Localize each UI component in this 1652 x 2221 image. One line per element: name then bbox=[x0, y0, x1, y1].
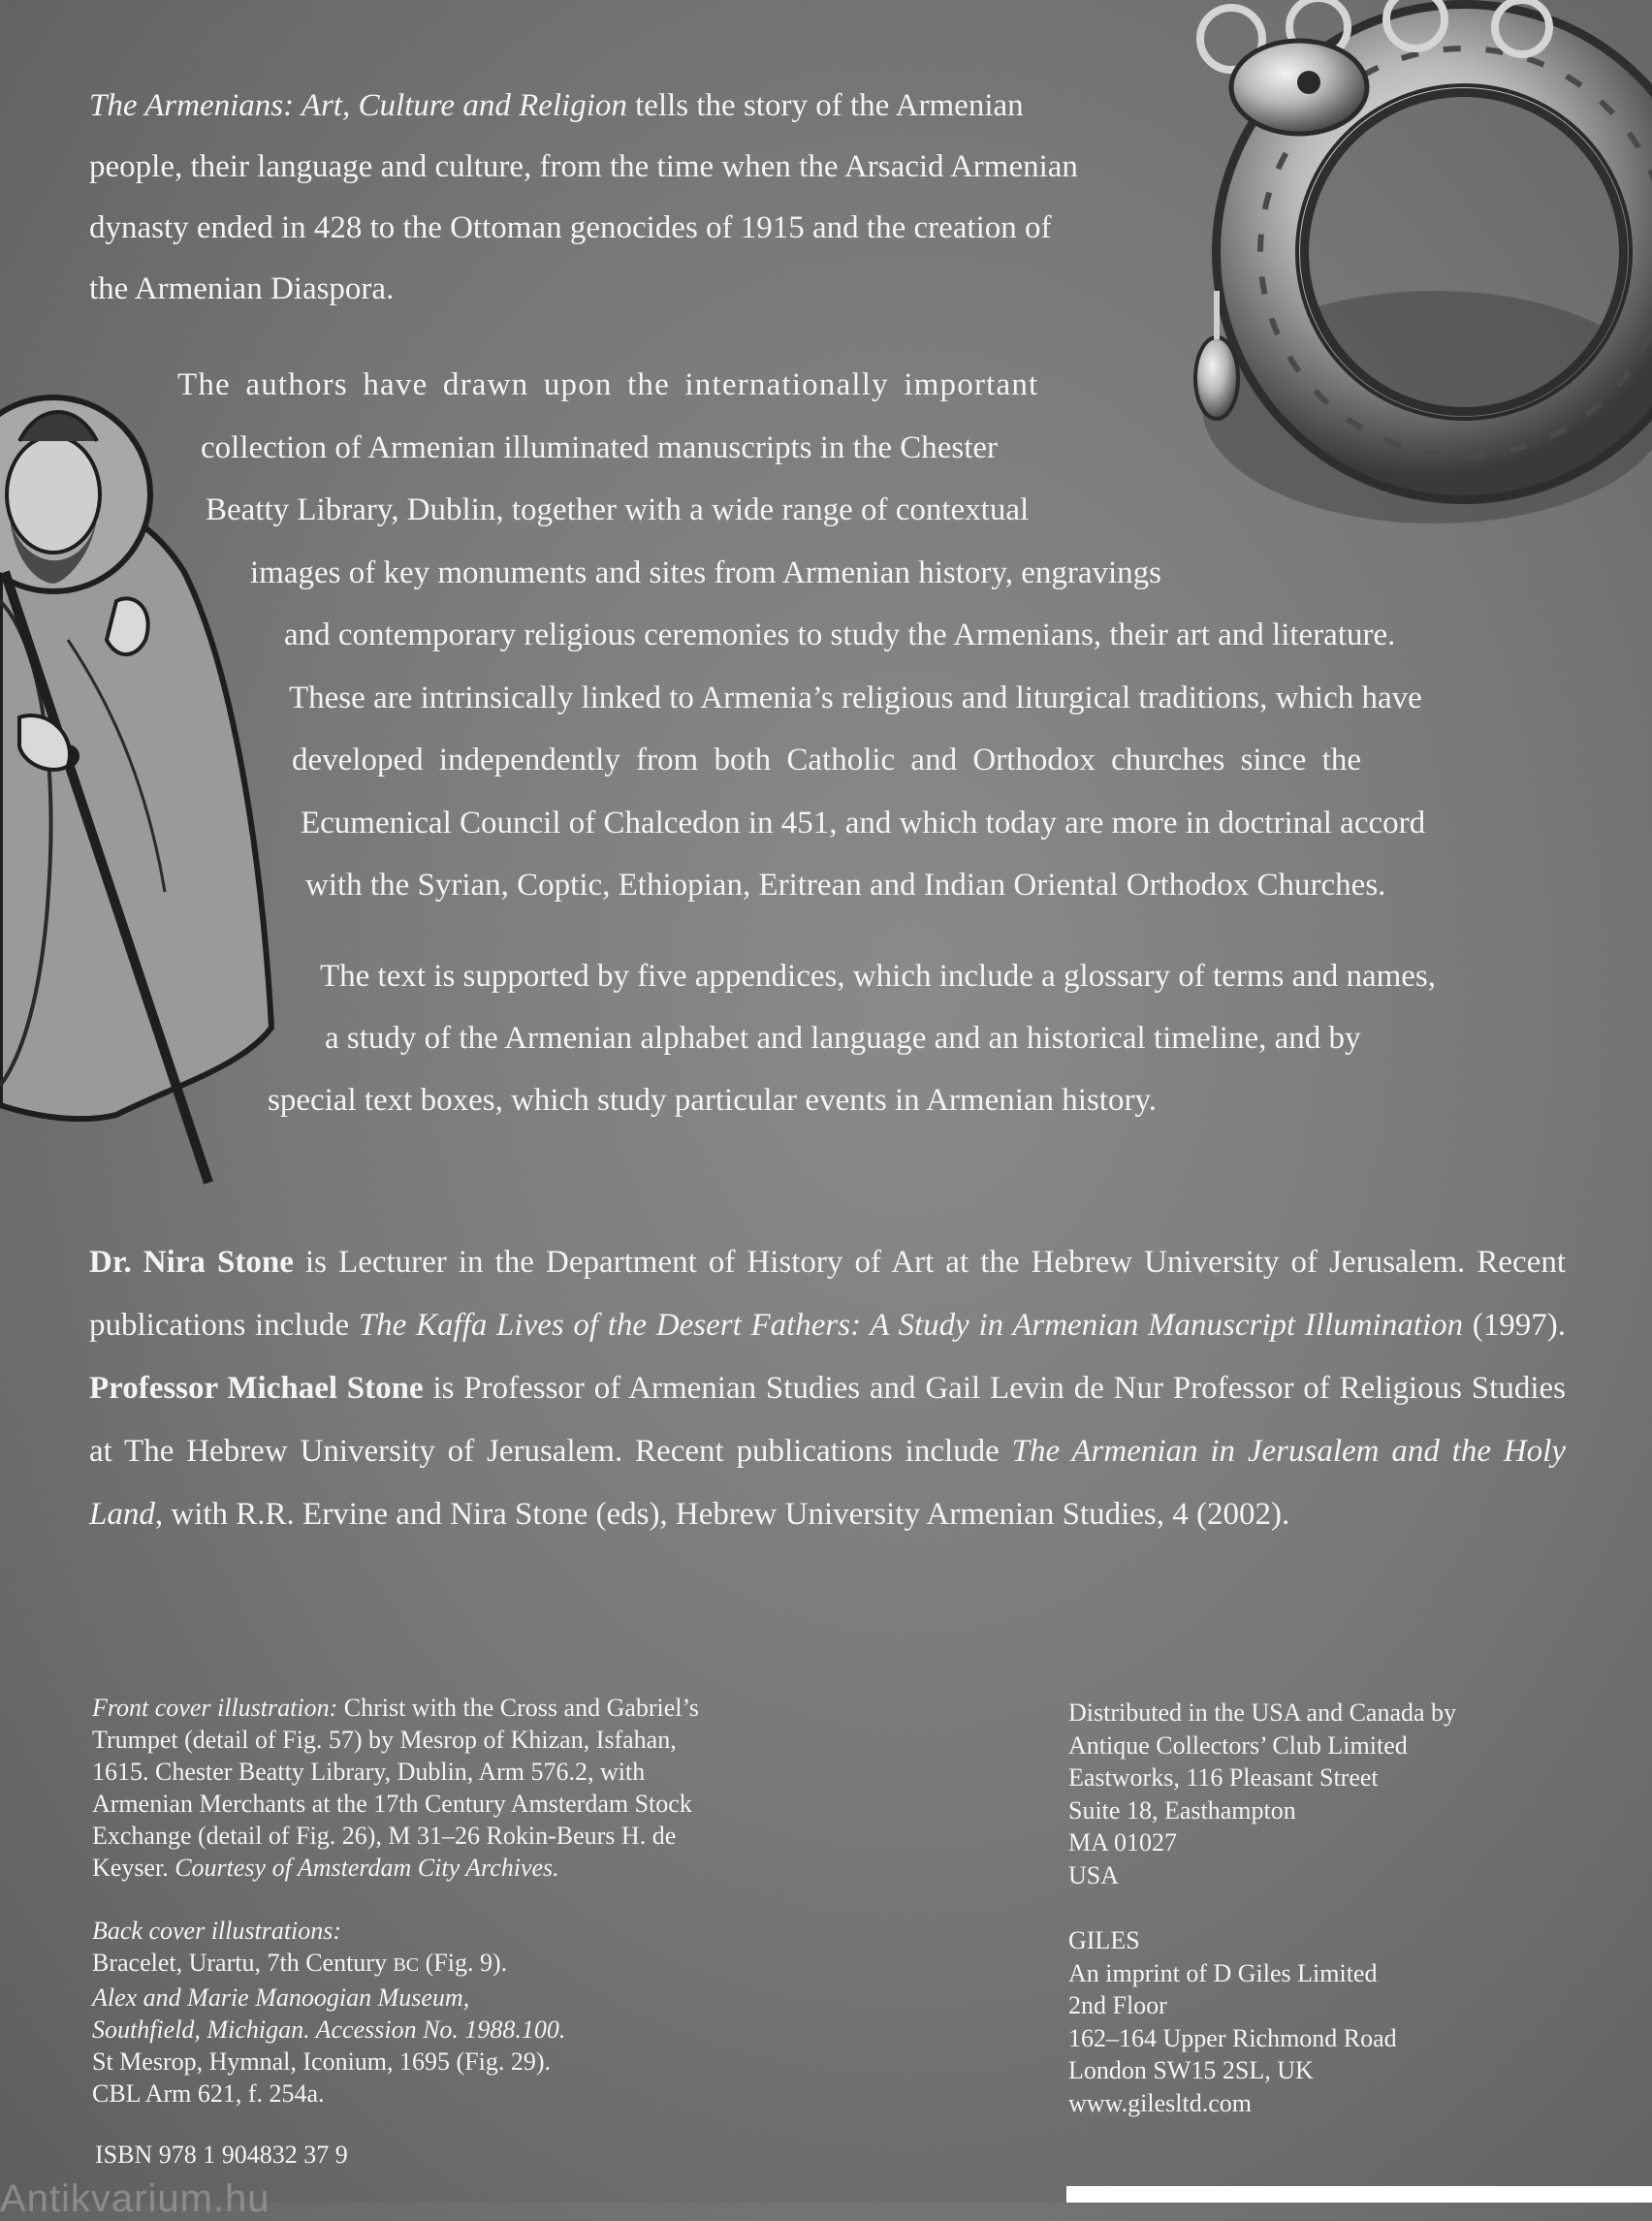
author-name-nira: Dr. Nira Stone bbox=[89, 1245, 294, 1280]
front-cover-caption: Front cover illustration: Christ with the Cross and Gabriel’s Trumpet (detail of Fig. 57) by Mesrop of Khizan, Isfahan, 1615. Chester Beatty Library, Dublin, Arm 576.2, with Armenian Merchants at the 17th Century Amsterdam Stock Exchange (detail of Fig. 26), M 31–26 Rokin-Beurs H. de Keyser. Courtesy of Amsterdam City Archives. bbox=[92, 1694, 699, 1882]
publisher-address: GILES An imprint of D Giles Limited 2nd Floor 162–164 Upper Richmond Road London SW15 2SL, UK www.gilesltd.com bbox=[1068, 1924, 1397, 2119]
author-name-michael: Professor Michael Stone bbox=[89, 1371, 424, 1406]
publisher-website: www.gilesltd.com bbox=[1068, 2088, 1252, 2117]
book-title: The Armenians: Art, Culture and Religion bbox=[89, 88, 627, 123]
distributor-address: Distributed in the USA and Canada by Antique Collectors’ Club Limited Eastworks, 116 Pleasant Street Suite 18, Easthampton MA 01027 USA bbox=[1068, 1698, 1457, 1889]
appendices-paragraph: The text is supported by five appendices, which include a glossary of terms and names, a study of the Armenian alphabet and language and an historical timeline, and by special text boxes, which study particular events in Armenian history. bbox=[268, 959, 1437, 1118]
author-biographies: Dr. Nira Stone is Lecturer in the Department of History of Art at the Hebrew University of Jerusalem. Recent publications include The Kaffa Lives of the Desert Fathers: A Study in Armenian Manuscript Illumination (1997). Professor Michael Stone is Professor of Armenian Studies and Gail Levin de Nur Professor of Religious Studies at The Hebrew University of Jerusalem. Recent publications include The Armenian in Jerusalem and the Holy Land, with R.R. Ervine and Nira Stone (eds), Hebrew University Armenian Studies, 4 (2002). bbox=[89, 1245, 1566, 1532]
barcode-area-edge bbox=[1066, 2186, 1652, 2203]
intro-paragraph: The Armenians: Art, Culture and Religion tells the story of the Armenian people, their language and culture, from the time when the Arsacid Armenian dynasty ended in 428 to the Ottoman genocides of 1915 and the creation of the Armenian Diaspora. bbox=[89, 88, 1078, 306]
authors-paragraph: The authors have drawn upon the internationally important collection of Armenian illuminated manuscripts in the Chester Beatty Library, Dublin, together with a wide range of contextual images of key monuments and sites from Armenian history, engravings and contemporary religious ceremonies to study the Armenians, their art and literature. These are intrinsically linked to Armenia’s religious and liturgical traditions, which have developed independently from both Catholic and Orthodox churches since the Ecumenical Council of Chalcedon in 451, and which today are more in doctrinal accord with the Syrian, Coptic, Ethiopian, Eritrean and Indian Oriental Orthodox Churches. bbox=[177, 367, 1426, 903]
back-cover-caption: Back cover illustrations: Bracelet, Urartu, 7th Century BC (Fig. 9). Alex and Marie Manoogian Museum, Southfield, Michigan. Accession No. 1988.100. St Mesrop, Hymnal, Iconium, 1695 (Fig. 29). CBL Arm 621, f. 254a. bbox=[92, 1917, 566, 2108]
isbn: ISBN 978 1 904832 37 9 bbox=[95, 2141, 348, 2169]
watermark: Antikvarium.hu bbox=[0, 2177, 270, 2220]
